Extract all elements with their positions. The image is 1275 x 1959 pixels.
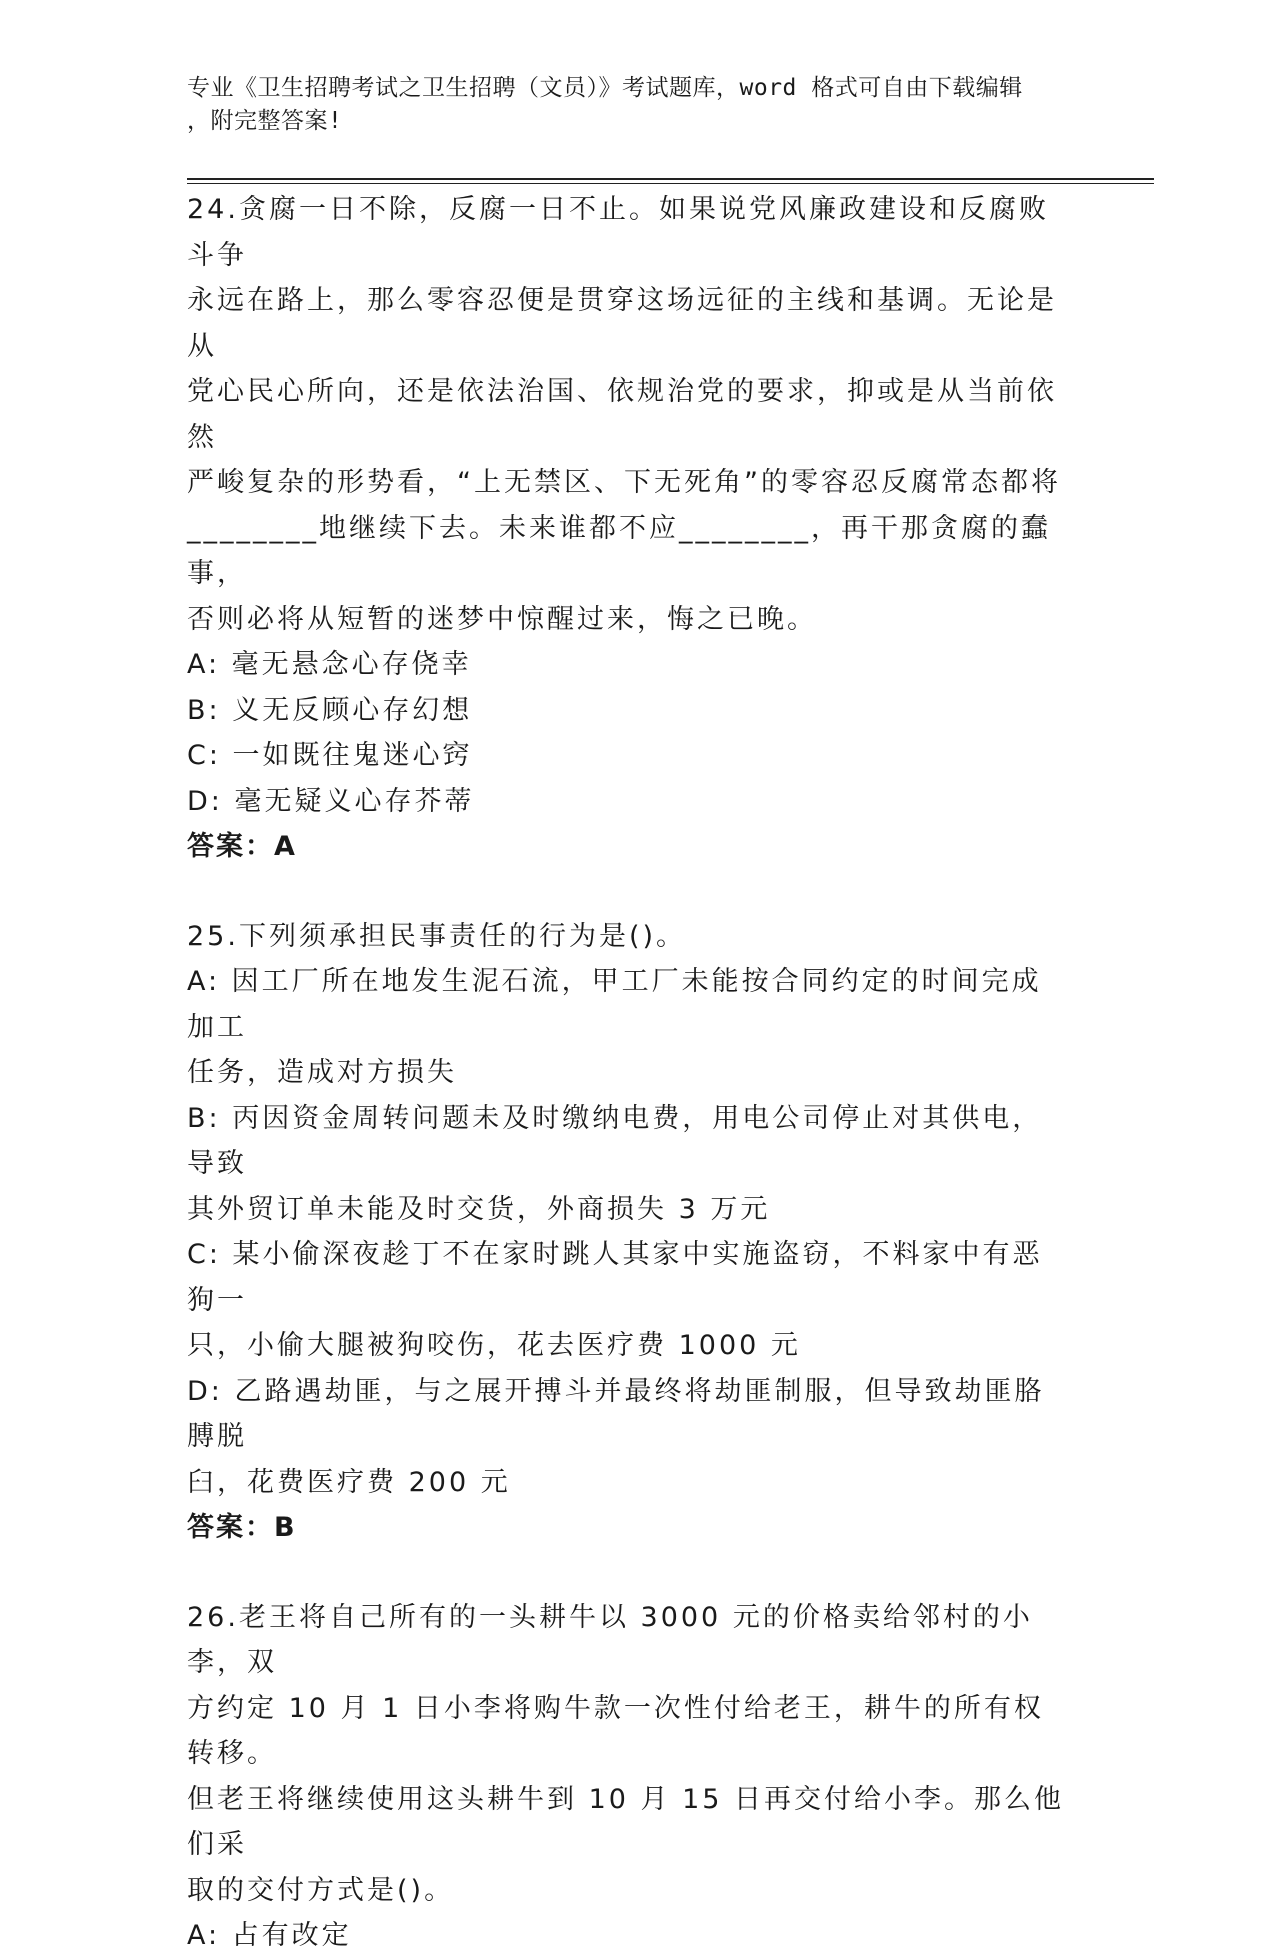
option-d-continued: 臼，花费医疗费 200 元 <box>187 1466 511 1498</box>
question-spacer <box>187 870 1067 914</box>
header-line-2: ，附完整答案! <box>187 108 343 134</box>
question-text-line: 但老王将继续使用这头耕牛到 10 月 15 日再交付给小李。那么他们采 <box>187 1783 1065 1860</box>
option-a: A: 因工厂所在地发生泥石流，甲工厂未能按合同约定的时间完成加工 <box>187 966 1042 1043</box>
question-text-line: 方约定 10 月 1 日小李将购牛款一次性付给老王，耕牛的所有权转移。 <box>187 1692 1044 1769</box>
question-26 <box>187 1595 1067 1959</box>
question-text-line: 26.老王将自己所有的一头耕牛以 3000 元的价格卖给邻村的小李，双 <box>187 1601 1033 1678</box>
answer-label: 答案：A <box>187 831 297 862</box>
option-d: D: 乙路遇劫匪，与之展开搏斗并最终将劫匪制服，但导致劫匪胳膊脱 <box>187 1375 1045 1452</box>
question-text-line: 取的交付方式是()。 <box>187 1874 455 1906</box>
option-b-continued: 其外贸订单未能及时交货，外商损失 3 万元 <box>187 1193 771 1225</box>
option-c: C: 一如既往鬼迷心窍 <box>187 740 473 771</box>
header-divider-thick <box>187 178 1154 180</box>
option-d: D: 毫无疑义心存芥蒂 <box>187 785 475 817</box>
option-a: A: 占有改定 <box>187 1920 352 1951</box>
question-spacer <box>187 1551 1067 1595</box>
option-b: B: 丙因资金周转问题未及时缴纳电费，用电公司停止对其供电，导致 <box>187 1102 1043 1179</box>
question-text-line: 严峻复杂的形势看，“上无禁区、下无死角”的零容忍反腐常态都将 <box>187 467 1061 498</box>
question-24 <box>187 187 1067 870</box>
question-text-line: 永远在路上，那么零容忍便是贯穿这场远征的主线和基调。无论是从 <box>187 285 1057 362</box>
question-text-line: ________地继续下去。未来谁都不应________，再干那贪腐的蠢事， <box>187 512 1051 589</box>
header-divider-thin <box>187 183 1154 184</box>
question-text-line: 24.贪腐一日不除，反腐一日不止。如果说党风廉政建设和反腐败斗争 <box>187 194 1049 271</box>
question-text-line: 党心民心所向，还是依法治国、依规治党的要求，抑或是从当前依然 <box>187 376 1057 453</box>
option-a-continued: 任务，造成对方损失 <box>187 1057 457 1088</box>
question-list <box>187 187 1067 1959</box>
question-text-line: 否则必将从短暂的迷梦中惊醒过来，悔之已晚。 <box>187 603 817 635</box>
question-text-line: 25.下列须承担民事责任的行为是()。 <box>187 920 687 952</box>
option-a: A: 毫无悬念心存侥幸 <box>187 649 472 680</box>
option-b: B: 义无反顾心存幻想 <box>187 694 473 726</box>
answer-label: 答案：B <box>187 1512 297 1543</box>
option-c: C: 某小偷深夜趁丁不在家时跳人其家中实施盗窃，不料家中有恶狗一 <box>187 1239 1043 1316</box>
option-c-continued: 只，小偷大腿被狗咬伤，花去医疗费 1000 元 <box>187 1330 801 1361</box>
question-25 <box>187 914 1067 1551</box>
header-line-1: 专业《卫生招聘考试之卫生招聘（文员）》考试题库，word 格式可自由下载编辑 <box>187 75 1023 101</box>
document-header <box>187 72 1087 138</box>
